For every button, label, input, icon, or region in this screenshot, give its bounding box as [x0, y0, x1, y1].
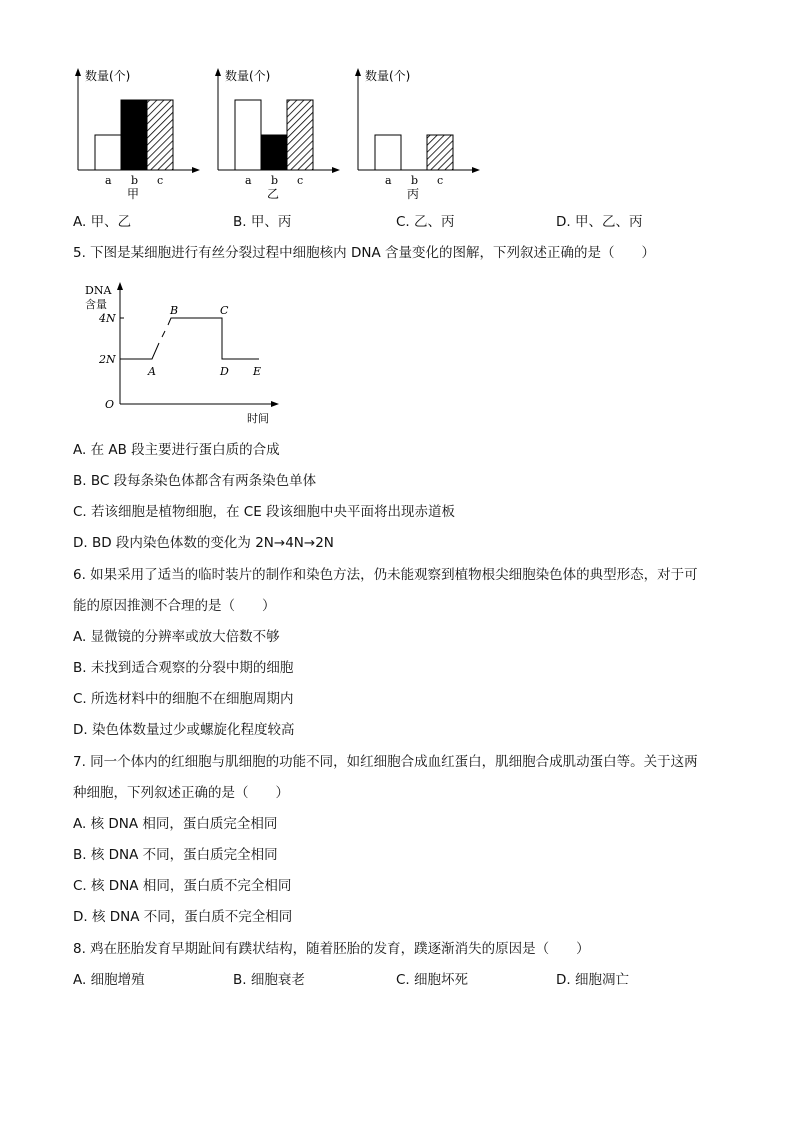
- dna-content-graph: [75, 280, 285, 430]
- bar-a: [95, 135, 121, 170]
- point-c-label: C: [220, 304, 229, 317]
- q8-option-a: A. 细胞增殖: [73, 972, 145, 988]
- dna-curve-rise: [162, 331, 165, 337]
- bar-chart-jia: [60, 62, 210, 202]
- y-axis-label: 数量(个): [225, 69, 271, 83]
- chart-name: 丙: [407, 187, 420, 201]
- q8-option-c: C. 细胞坏死: [396, 972, 469, 988]
- chart-name: 甲: [127, 187, 140, 201]
- q6-option-c: C. 所选材料中的细胞不在细胞周期内: [73, 691, 294, 707]
- tick-label-a: a: [245, 174, 252, 187]
- chart-name: 乙: [267, 187, 280, 201]
- y-axis-arrow: [355, 68, 361, 76]
- x-axis-arrow: [472, 167, 480, 173]
- y-tick-4n: 4N: [99, 312, 116, 325]
- origin-label: O: [105, 398, 115, 411]
- x-axis-arrow: [271, 401, 279, 407]
- bar-c: [147, 100, 173, 170]
- q5-option-c: C. 若该细胞是植物细胞，在 CE 段该细胞中央平面将出现赤道板: [73, 504, 456, 520]
- tick-label-c: c: [437, 174, 444, 187]
- bar-c: [427, 135, 453, 170]
- q7-stem-line2: 种细胞，下列叙述正确的是（ ）: [73, 785, 289, 801]
- bar-b: [121, 100, 147, 170]
- q6-stem-line1: 6. 如果采用了适当的临时装片的制作和染色方法，仍未能观察到植物根尖细胞染色体的典型形态，对于可: [73, 567, 698, 583]
- tick-label-b: b: [271, 174, 279, 187]
- dna-curve-high: [168, 318, 259, 359]
- q8-stem: 8. 鸡在胚胎发育早期趾间有蹼状结构，随着胚胎的发育，蹼逐渐消失的原因是（ ）: [73, 941, 590, 957]
- point-e-label: E: [253, 365, 262, 378]
- bar-b: [261, 135, 287, 170]
- y-label-content: 含量: [85, 298, 107, 311]
- q7-option-a: A. 核 DNA 相同，蛋白质完全相同: [73, 816, 278, 832]
- q4-option-d: D. 甲、乙、丙: [556, 214, 643, 230]
- q6-stem-line2: 能的原因推测不合理的是（ ）: [73, 598, 276, 614]
- q4-option-a: A. 甲、乙: [73, 214, 132, 230]
- q6-option-a: A. 显微镜的分辨率或放大倍数不够: [73, 629, 280, 645]
- x-axis-arrow: [332, 167, 340, 173]
- bar-a: [235, 100, 261, 170]
- x-axis-arrow: [192, 167, 200, 173]
- q4-option-c: C. 乙、丙: [396, 214, 455, 230]
- y-axis-label: 数量(个): [365, 69, 411, 83]
- bar-chart-yi: [200, 62, 350, 202]
- q7-option-c: C. 核 DNA 相同，蛋白质不完全相同: [73, 878, 292, 894]
- q8-option-b: B. 细胞衰老: [233, 972, 305, 988]
- point-a-label: A: [148, 365, 156, 378]
- bar-c: [287, 100, 313, 170]
- y-axis-arrow: [215, 68, 221, 76]
- q8-option-d: D. 细胞凋亡: [556, 972, 629, 988]
- q5-option-a: A. 在 AB 段主要进行蛋白质的合成: [73, 442, 280, 458]
- q7-stem-line1: 7. 同一个体内的红细胞与肌细胞的功能不同，如红细胞合成血红蛋白，肌细胞合成肌动蛋白等。关于这两: [73, 754, 698, 770]
- q6-option-b: B. 未找到适合观察的分裂中期的细胞: [73, 660, 294, 676]
- y-axis-arrow: [75, 68, 81, 76]
- y-tick-2n: 2N: [99, 353, 116, 366]
- q7-option-d: D. 核 DNA 不同，蛋白质不完全相同: [73, 909, 293, 925]
- q5-stem: 5. 下图是某细胞进行有丝分裂过程中细胞核内 DNA 含量变化的图解，下列叙述正确的是（ ）: [73, 245, 655, 261]
- y-label-dna: DNA: [85, 284, 112, 297]
- x-label-time: 时间: [247, 412, 269, 425]
- y-axis-arrow: [117, 282, 123, 290]
- tick-label-c: c: [297, 174, 304, 187]
- q4-option-b: B. 甲、丙: [233, 214, 292, 230]
- tick-label-a: a: [105, 174, 112, 187]
- dna-curve-low: [120, 343, 159, 359]
- q6-option-d: D. 染色体数量过少或螺旋化程度较高: [73, 722, 295, 738]
- bar-a: [375, 135, 401, 170]
- point-d-label: D: [220, 365, 229, 378]
- y-axis-label: 数量(个): [85, 69, 131, 83]
- bar-chart-bing: [340, 62, 490, 202]
- tick-label-b: b: [411, 174, 419, 187]
- point-b-label: B: [170, 304, 179, 317]
- q5-option-d: D. BD 段内染色体数的变化为 2N→4N→2N: [73, 535, 334, 551]
- tick-label-b: b: [131, 174, 139, 187]
- q5-option-b: B. BC 段每条染色体都含有两条染色单体: [73, 473, 317, 489]
- tick-label-a: a: [385, 174, 392, 187]
- tick-label-c: c: [157, 174, 164, 187]
- q7-option-b: B. 核 DNA 不同，蛋白质完全相同: [73, 847, 278, 863]
